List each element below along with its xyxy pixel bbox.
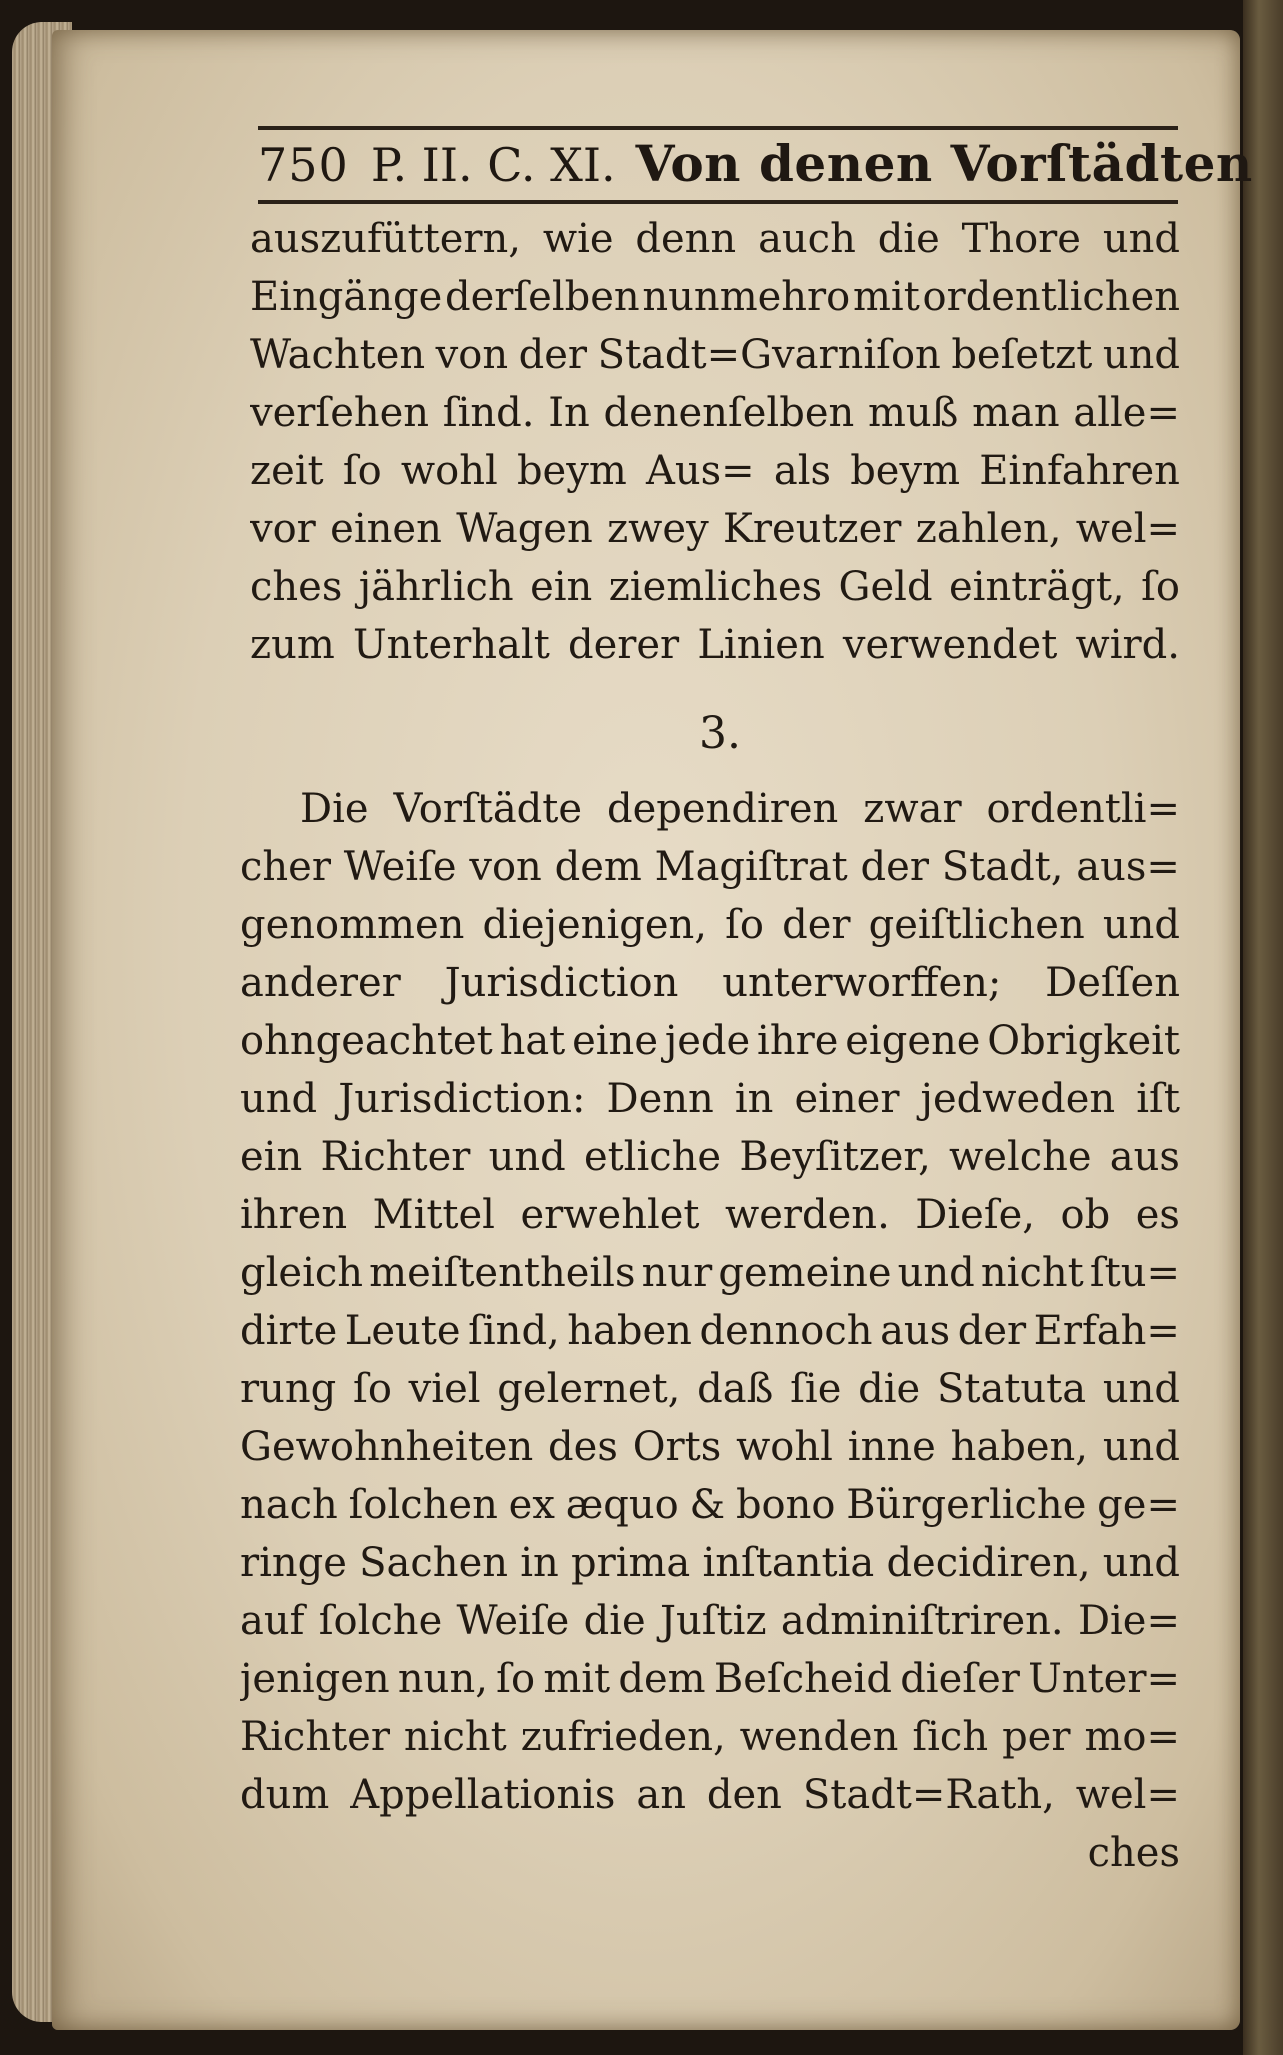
text-line: rung ſo viel gelernet, daß ſie die Statuta und (240, 1366, 1180, 1412)
text-line: ringe Sachen in prima inſtantia decidiren, und (240, 1540, 1180, 1586)
text-line: auf ſolche Weiſe die Juſtiz adminiſtriren. Die= (240, 1598, 1180, 1644)
section-title: Von denen Vorſtädten (635, 134, 1253, 193)
section-number: 3. (699, 708, 741, 759)
text-line: Wachten von der Stadt=Gvarniſon beſetzt und (250, 332, 1180, 378)
text-line: nach ſolchen ex æquo & bono Bürgerliche ge= (240, 1482, 1180, 1528)
text-line: dirte Leute ſind, haben dennoch aus der Erfah= (240, 1308, 1180, 1354)
text-line: Die Vorſtädte dependiren zwar ordentli= (300, 786, 1180, 832)
text-line: ihren Mittel erwehlet werden. Dieſe, ob es (240, 1192, 1180, 1238)
text-line: zum Unterhalt derer Linien verwendet wird. (250, 622, 1180, 668)
text-line: zeit ſo wohl beym Aus= als beym Einfahren (250, 448, 1180, 494)
text-line: cher Weiſe von dem Magiſtrat der Stadt, aus= (240, 844, 1180, 890)
text-line: jenigen nun, ſo mit dem Beſcheid dieſer Unter= (240, 1656, 1180, 1702)
text-line: auszufüttern, wie denn auch die Thore und (250, 216, 1180, 262)
text-line: verſehen ſind. In denenſelben muß man alle= (250, 390, 1180, 436)
head-text (258, 134, 1253, 198)
text-line: Richter nicht zufrieden, wenden ſich per mo= (240, 1714, 1180, 1760)
text-line: Gewohnheiten des Orts wohl inne haben, und (240, 1424, 1180, 1470)
text-line: dum Appellationis an den Stadt=Rath, wel= (240, 1772, 1180, 1818)
text-line: und Jurisdiction: Denn in einer jedweden iſt (240, 1076, 1180, 1122)
head-rule-top (258, 126, 1178, 130)
part-chapter: P. II. C. XI. (370, 138, 616, 192)
text-line: ein Richter und etliche Beyſitzer, welche aus (240, 1134, 1180, 1180)
paragraph-section-3 (240, 780, 1180, 1882)
text-line: gleich meiſtentheils nur gemeine und nicht ſtu= (240, 1250, 1180, 1296)
text-line: ches jährlich ein ziemliches Geld einträgt, ſo (250, 564, 1180, 610)
text-line: vor einen Wagen zwey Kreutzer zahlen, wel= (250, 506, 1180, 552)
paragraph-continued (250, 210, 1180, 674)
text-line: ohngeachtet hat eine jede ihre eigene Obrigkeit (240, 1018, 1180, 1064)
text-line: genommen diejenigen, ſo der geiſtlichen und (240, 902, 1180, 948)
page-number: 750 (258, 138, 349, 192)
text-line: Eingänge derſelben nunmehro mit ordentlichen (250, 274, 1180, 320)
book-cover-edge (1243, 0, 1283, 2055)
running-head (258, 118, 1253, 208)
catchword: ches (1087, 1830, 1180, 1876)
text-line: anderer Jurisdiction unterworffen; Deſſen (240, 960, 1180, 1006)
head-rule-bottom (258, 200, 1178, 204)
